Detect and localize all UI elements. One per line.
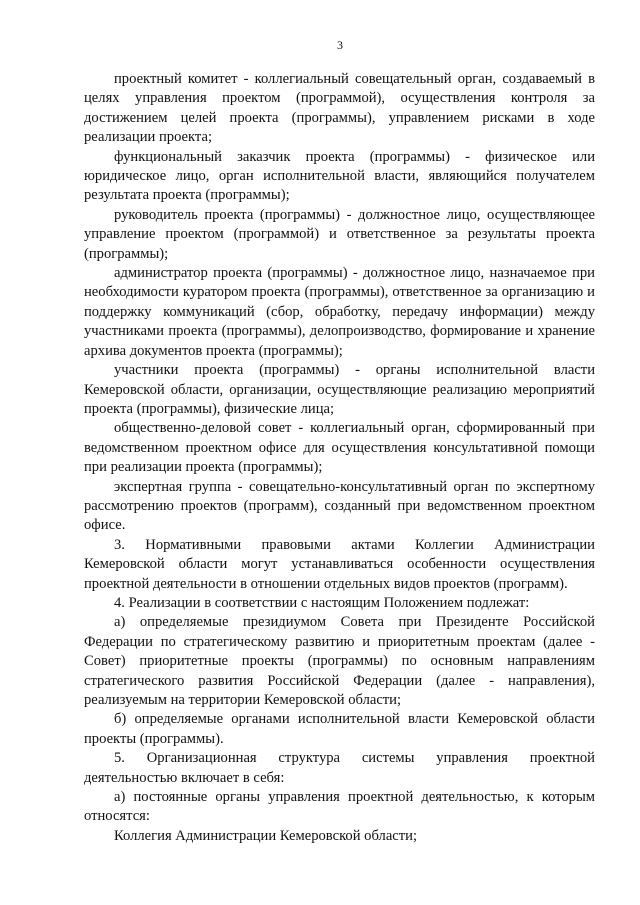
paragraph-expert-group: экспертная группа - совещательно-консультативный орган по экспертному рассмотрению проектов (программ), созданный при ведомственном проектном офисе. — [84, 478, 595, 534]
paragraph-functional-customer: функциональный заказчик проекта (программы) - физическое или юридическое лицо, орган исполнительной власти, являющийся получателем результата проекта (программы); — [84, 148, 595, 204]
paragraph-public-business-council: общественно-деловой совет - коллегиальный орган, сформированный при ведомственном проектном офисе для осуществления консультативной помощи при реализации проекта (программы); — [84, 420, 595, 476]
paragraph-item-4a: а) определяемые президиумом Совета при Президенте Российской Федерации по стратегическому развитию и приоритетным проектам (далее - Совет) приоритетные проекты (программы) по основным направлениям стратегического развития Российской Федерации (далее - направления), реализуемым на территории Кемеровской области; — [84, 614, 595, 708]
paragraph-project-administrator: администратор проекта (программы) - должностное лицо, назначаемое при необходимости куратором проекта (программы), ответственное за организацию и поддержку коммуникаций (сбор, обработку, передачу информации) между участниками проекта (программы), делопроизводство, формирование и хранение архива документов проекта (программы); — [84, 265, 595, 359]
paragraph-item-5a: а) постоянные органы управления проектной деятельностью, к которым относятся: — [84, 789, 595, 825]
paragraph-item-3: 3. Нормативными правовыми актами Коллегии Администрации Кемеровской области могут устанавливаться особенности осуществления проектной деятельности в отношении отдельных видов проектов (программ). — [84, 536, 595, 592]
paragraph-item-5: 5. Организационная структура системы управления проектной деятельностью включает в себя: — [84, 750, 595, 786]
document-body — [84, 70, 595, 846]
paragraph-project-manager: руководитель проекта (программы) - должностное лицо, осуществляющее управление проектом (программой) и ответственное за результаты проекта (программы); — [84, 206, 595, 262]
paragraph-project-committee: проектный комитет - коллегиальный совещательный орган, создаваемый в целях управления проектом (программой), осуществления контроля за достижением целей проекта (программы), управлением рисками в ходе реализации проекта; — [84, 71, 595, 146]
paragraph-item-4b: б) определяемые органами исполнительной власти Кемеровской области проекты (программы). — [84, 711, 595, 747]
paragraph-item-4: 4. Реализации в соответствии с настоящим Положением подлежат: — [114, 594, 530, 611]
page-number: 3 — [337, 38, 343, 52]
paragraph-project-participants: участники проекта (программы) - органы исполнительной власти Кемеровской области, организации, осуществляющие реализацию мероприятий проекта (программы), физические лица; — [84, 362, 595, 417]
paragraph-collegium: Коллегия Администрации Кемеровской области; — [114, 827, 418, 844]
